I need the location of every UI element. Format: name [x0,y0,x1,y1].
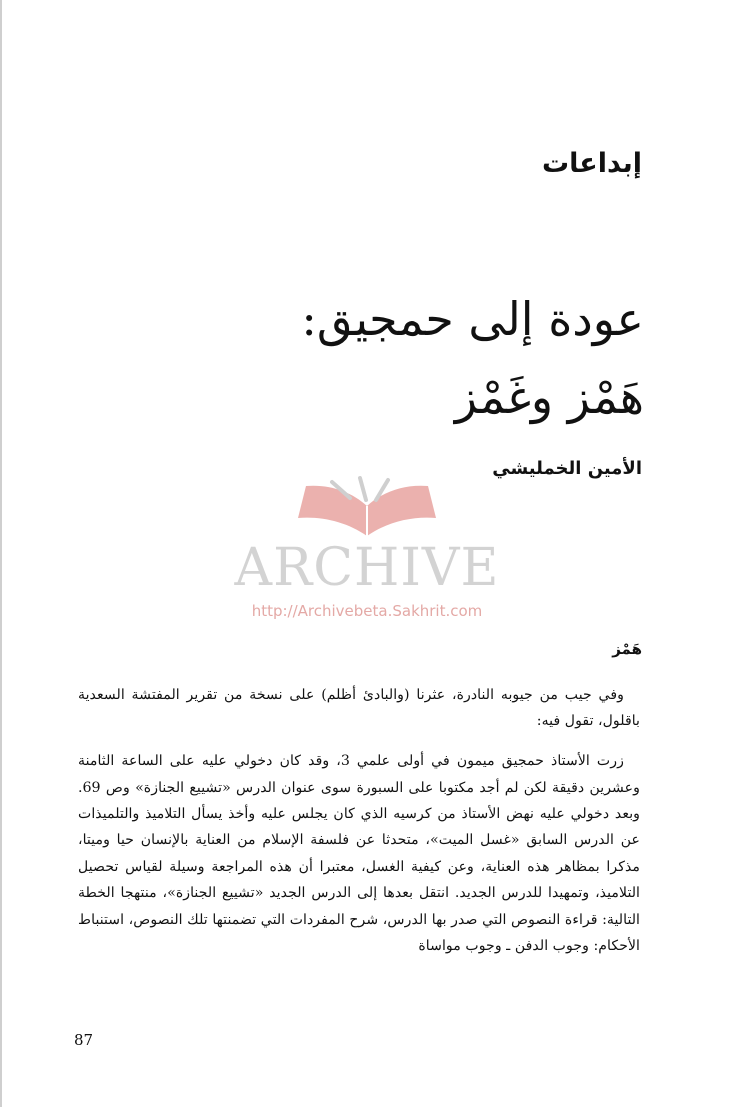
page-edge [0,0,2,1107]
section-subheading: هَمْز [612,640,642,658]
open-book-icon [292,476,442,542]
archive-watermark [222,476,512,626]
watermark-text: ARCHIVE [234,538,500,598]
watermark-url: http://Archivebeta.Sakhrit.com [251,602,483,620]
title-line-2: هَمْز وغَمْز [454,370,644,424]
title-line-1: عودة إلى حمجيق: [301,292,644,346]
article-title [224,280,644,436]
body-paragraph: زرت الأستاذ حمجيق ميمون في أولى علمي 3، وقد كان دخولي عليه على الساعة الثامنة وعشرين دقيقة لكن لم أجد مكتوبا على السبورة سوى عنوان الدرس «تشييع الجنازة» وص 69. وبعد دخولي عليه نهض الأستاذ من كرسيه الذي كان يجلس عليه وأخذ يسأل التلاميذ والتلميذات عن الدرس السابق «غسل الميت»، متحدثا عن فلسفة الإسلام من العناية بالإنسان حيا وميتا، مذكرا بمظاهر هذه العناية، وعن كيفية الغسل، معتبرا أن هذه المراجعة وسيلة لقياس تحصيل التلاميذ، وتمهيدا للدرس الجديد. انتقل بعدها إلى الدرس الجديد «تشييع الجنازة»، منتهجا الخطة التالية: قراءة النصوص التي صدر بها الدرس، شرح المفردات التي تضمنتها تلك النصوص، استنباط الأحكام: وجوب الدفن ـ وجوب مواساة [78,753,640,955]
intro-paragraph: وفي جيب من جيوبه النادرة، عثرنا (والبادئ أظلم) على نسخة من تقرير المفتشة السعدية باقلول، تقول فيه: [78,687,640,730]
section-label: إبداعات [542,148,642,179]
author-name: الأمين الخمليشي [492,458,642,479]
page-number: 87 [74,1031,94,1049]
